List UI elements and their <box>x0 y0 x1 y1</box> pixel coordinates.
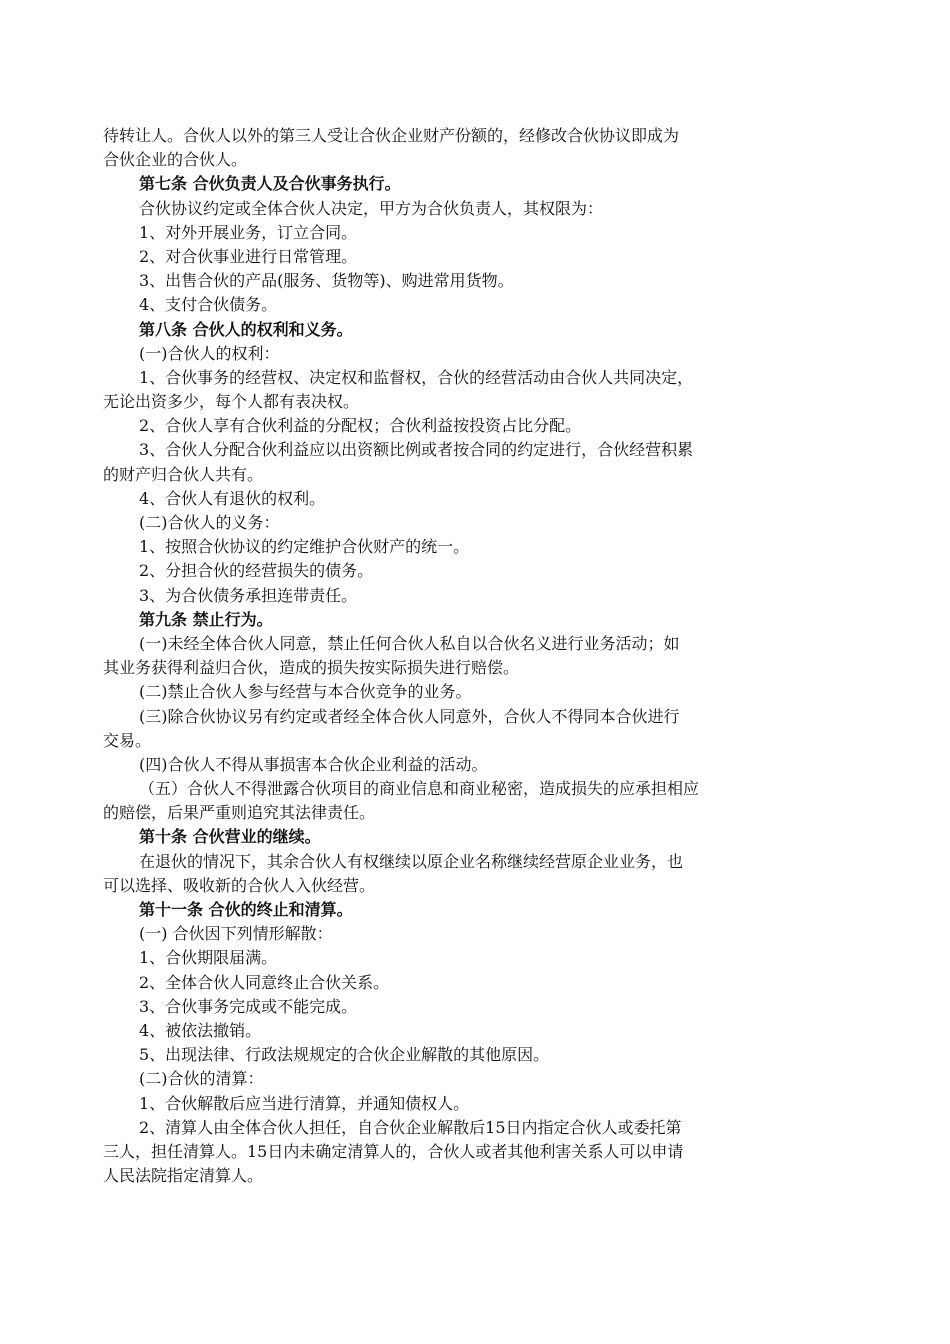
text-line: 三人，担任清算人。15日内未确定清算人的，合伙人或者其他利害关系人可以申请 <box>103 1141 684 1161</box>
text-line: (二)禁止合伙人参与经营与本合伙竞争的业务。 <box>139 682 472 702</box>
text-line: 在退伙的情况下，其余合伙人有权继续以原企业名称继续经营原企业业务，也 <box>139 851 684 871</box>
text-line: 的赔偿，后果严重则追究其法律责任。 <box>103 803 376 823</box>
text-line: 1、合伙事务的经营权、决定权和监督权，合伙的经营活动由合伙人共同决定， <box>139 367 694 387</box>
text-line: 2、清算人由全体合伙人担任，自合伙企业解散后15日内指定合伙人或委托第 <box>139 1117 682 1137</box>
document-body <box>103 124 803 1188</box>
text-line: 2、全体合伙人同意终止合伙关系。 <box>139 972 390 992</box>
text-line: 其业务获得利益归合伙，造成的损失按实际损失进行赔偿。 <box>103 658 520 678</box>
text-line: (二)合伙的清算： <box>139 1069 264 1089</box>
text-line: (三)除合伙协议另有约定或者经全体合伙人同意外，合伙人不得同本合伙进行 <box>139 706 680 726</box>
section-heading: 第七条 合伙负责人及合伙事务执行。 <box>139 174 401 194</box>
section-heading: 第十条 合伙营业的继续。 <box>139 827 321 847</box>
text-line: 3、合伙人分配合伙利益应以出资额比例或者按合同的约定进行，合伙经营积累 <box>139 440 694 460</box>
text-line: (二)合伙人的义务： <box>139 513 280 532</box>
text-line: 3、合伙事务完成或不能完成。 <box>139 996 358 1016</box>
text-line: 4、支付合伙债务。 <box>139 295 278 315</box>
text-line: 1、合伙期限届满。 <box>139 948 278 968</box>
text-line: 合伙企业的合伙人。 <box>103 150 248 170</box>
text-line: (一) 合伙因下列情形解散： <box>139 924 333 944</box>
text-line: 4、被依法撤销。 <box>139 1020 262 1040</box>
text-line: 交易。 <box>103 730 152 750</box>
section-heading: 第十一条 合伙的终止和清算。 <box>139 900 353 919</box>
text-line: 2、合伙人享有合伙利益的分配权；合伙利益按投资占比分配。 <box>139 416 582 436</box>
text-line: 合伙协议约定或全体合伙人决定，甲方为合伙负责人，其权限为： <box>139 198 604 218</box>
text-line: 2、对合伙事业进行日常管理。 <box>139 246 358 266</box>
text-line: (一)合伙人的权利： <box>139 343 280 363</box>
text-line: 1、对外开展业务，订立合同。 <box>139 222 358 242</box>
text-line: （五）合伙人不得泄露合伙项目的商业信息和商业秘密，造成损失的应承担相应 <box>139 779 700 799</box>
text-line: 4、合伙人有退伙的权利。 <box>139 488 326 508</box>
text-line: (一)未经全体合伙人同意，禁止任何合伙人私自以合伙名义进行业务活动；如 <box>139 633 680 653</box>
text-line: 人民法院指定清算人。 <box>103 1166 264 1186</box>
text-line: 可以选择、吸收新的合伙人入伙经营。 <box>103 875 376 895</box>
text-line: 1、合伙解散后应当进行清算，并通知债权人。 <box>139 1093 470 1113</box>
section-heading: 第八条 合伙人的权利和义务。 <box>139 319 353 339</box>
text-line: 1、按照合伙协议的约定维护合伙财产的统一。 <box>139 537 470 557</box>
text-line: 的财产归合伙人共有。 <box>103 464 264 484</box>
text-line: 待转让人。合伙人以外的第三人受让合伙企业财产份额的，经修改合伙协议即成为 <box>103 126 680 145</box>
text-line: 3、为合伙债务承担连带责任。 <box>139 585 358 605</box>
section-heading: 第九条 禁止行为。 <box>139 609 273 629</box>
text-line: 2、分担合伙的经营损失的债务。 <box>139 561 374 581</box>
text-line: 无论出资多少，每个人都有表决权。 <box>103 392 360 412</box>
text-line: (四)合伙人不得从事损害本合伙企业利益的活动。 <box>139 754 488 774</box>
text-line: 3、出售合伙的产品(服务、货物等)、购进常用货物。 <box>139 271 514 291</box>
text-line: 5、出现法律、行政法规规定的合伙企业解散的其他原因。 <box>139 1045 550 1065</box>
